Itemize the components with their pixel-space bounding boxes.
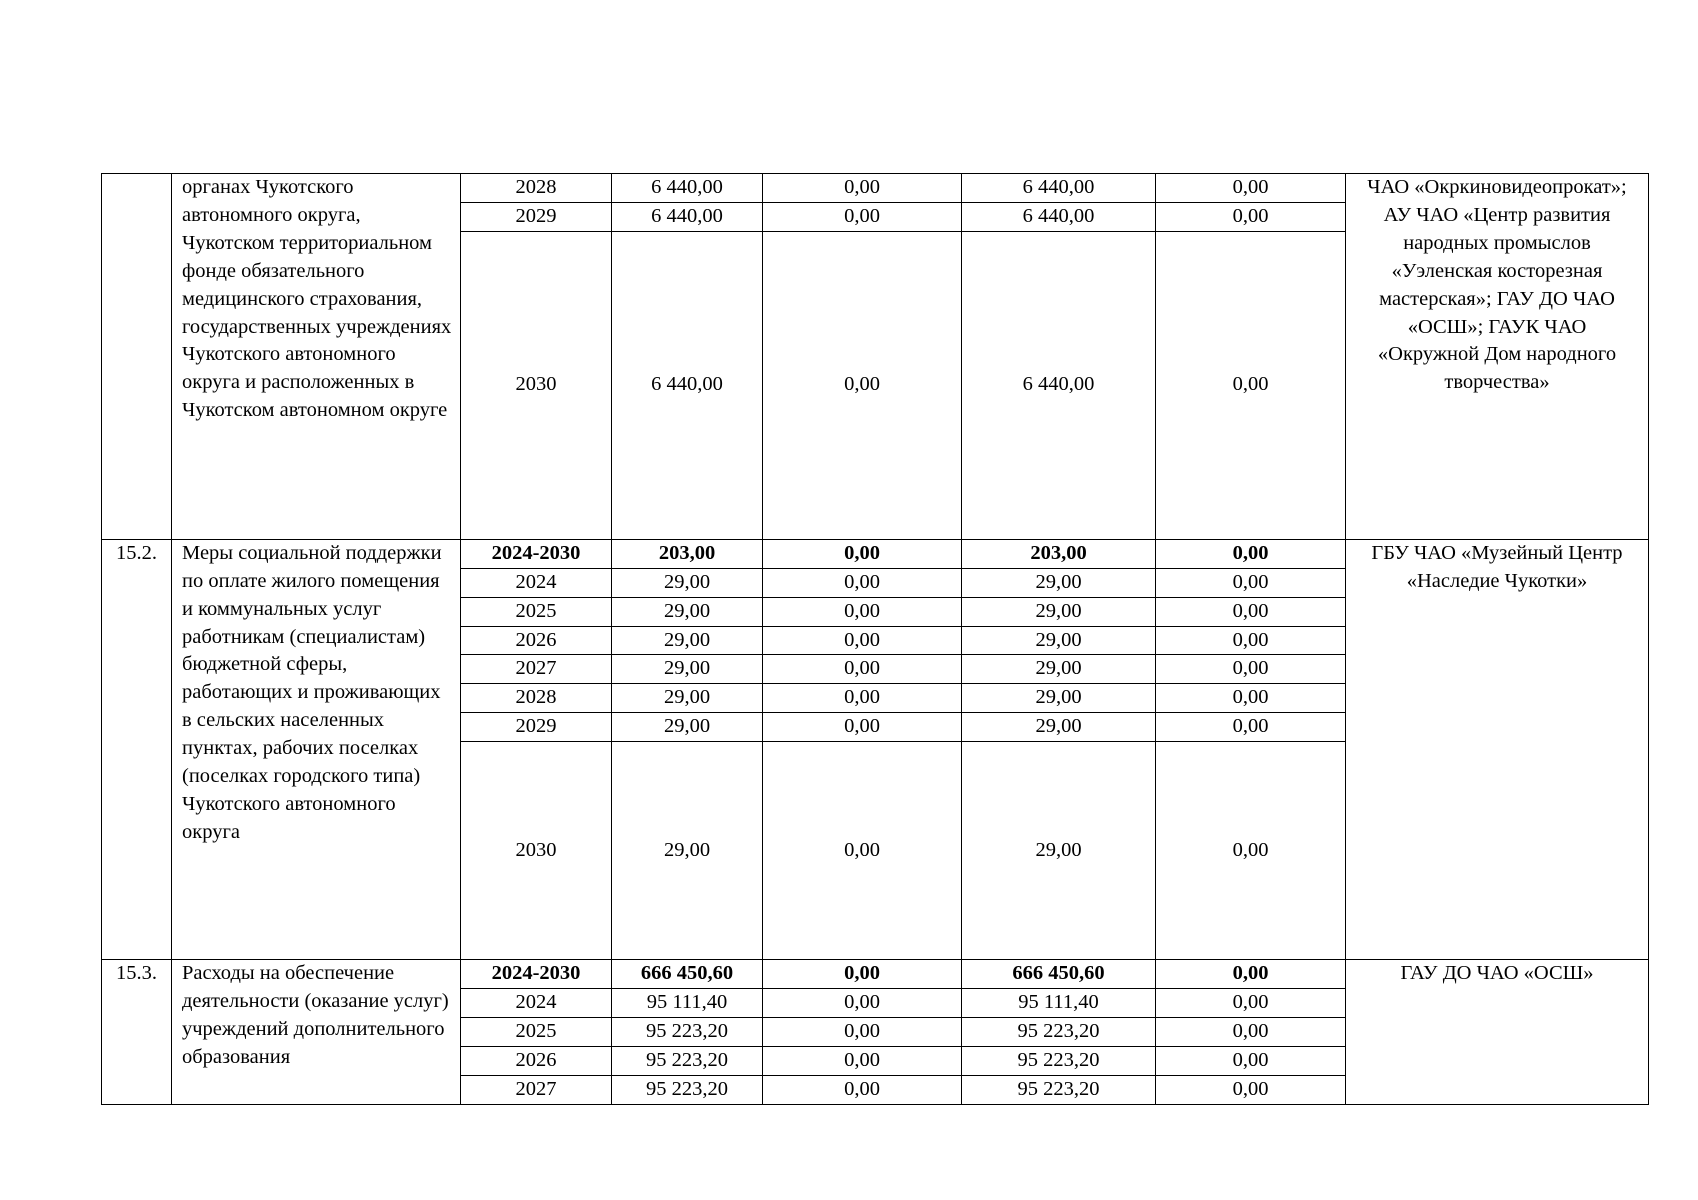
regional-cell: 29,00: [962, 655, 1156, 684]
total-cell: 6 440,00: [612, 231, 763, 539]
other-cell: 0,00: [1156, 597, 1346, 626]
total-cell: 29,00: [612, 684, 763, 713]
regional-cell: 95 223,20: [962, 1046, 1156, 1075]
table-row: [102, 174, 1649, 203]
other-cell: 0,00: [1156, 713, 1346, 742]
regional-cell: 29,00: [962, 742, 1156, 960]
total-cell: 6 440,00: [612, 174, 763, 203]
total-cell: 95 223,20: [612, 1017, 763, 1046]
other-cell: 0,00: [1156, 1075, 1346, 1104]
table-row: [102, 960, 1649, 989]
item-description: Меры социальной поддержки по оплате жилого помещения и коммунальных услуг работникам (специалистам) бюджетной сферы, работающих и проживающих в сельских населенных пунктах, рабочих поселках (поселках городского типа) Чукотского автономного округа: [172, 539, 461, 959]
total-cell: 203,00: [612, 539, 763, 568]
federal-cell: 0,00: [763, 626, 962, 655]
total-cell: 29,00: [612, 742, 763, 960]
executor-cell: ГБУ ЧАО «Музейный Центр «Наследие Чукотки»: [1346, 539, 1649, 959]
other-cell: 0,00: [1156, 684, 1346, 713]
regional-cell: 29,00: [962, 713, 1156, 742]
item-number: 15.2.: [102, 539, 172, 959]
total-cell: 29,00: [612, 626, 763, 655]
regional-cell: 95 223,20: [962, 1075, 1156, 1104]
regional-cell: 6 440,00: [962, 231, 1156, 539]
federal-cell: 0,00: [763, 231, 962, 539]
regional-cell: 29,00: [962, 597, 1156, 626]
item-number: 15.3.: [102, 960, 172, 1105]
other-cell: 0,00: [1156, 174, 1346, 203]
total-cell: 95 223,20: [612, 1075, 763, 1104]
federal-cell: 0,00: [763, 597, 962, 626]
total-cell: 29,00: [612, 713, 763, 742]
total-cell: 29,00: [612, 655, 763, 684]
federal-cell: 0,00: [763, 742, 962, 960]
total-cell: 29,00: [612, 568, 763, 597]
federal-cell: 0,00: [763, 539, 962, 568]
total-cell: 95 111,40: [612, 989, 763, 1018]
year-cell: 2030: [461, 742, 612, 960]
other-cell: 0,00: [1156, 742, 1346, 960]
year-cell: 2025: [461, 597, 612, 626]
item-description: Расходы на обеспечение деятельности (оказание услуг) учреждений дополнительного образования: [172, 960, 461, 1105]
year-cell: 2024-2030: [461, 539, 612, 568]
regional-cell: 666 450,60: [962, 960, 1156, 989]
regional-cell: 29,00: [962, 684, 1156, 713]
other-cell: 0,00: [1156, 626, 1346, 655]
other-cell: 0,00: [1156, 202, 1346, 231]
total-cell: 29,00: [612, 597, 763, 626]
year-cell: 2024: [461, 989, 612, 1018]
other-cell: 0,00: [1156, 539, 1346, 568]
year-cell: 2029: [461, 713, 612, 742]
regional-cell: 203,00: [962, 539, 1156, 568]
total-cell: 666 450,60: [612, 960, 763, 989]
other-cell: 0,00: [1156, 231, 1346, 539]
federal-cell: 0,00: [763, 1075, 962, 1104]
federal-cell: 0,00: [763, 1046, 962, 1075]
item-number: [102, 174, 172, 540]
regional-cell: 6 440,00: [962, 202, 1156, 231]
year-cell: 2029: [461, 202, 612, 231]
year-cell: 2028: [461, 684, 612, 713]
year-cell: 2024-2030: [461, 960, 612, 989]
federal-cell: 0,00: [763, 202, 962, 231]
table-row: [102, 539, 1649, 568]
regional-cell: 29,00: [962, 626, 1156, 655]
federal-cell: 0,00: [763, 655, 962, 684]
year-cell: 2030: [461, 231, 612, 539]
federal-cell: 0,00: [763, 1017, 962, 1046]
year-cell: 2026: [461, 626, 612, 655]
year-cell: 2025: [461, 1017, 612, 1046]
regional-cell: 6 440,00: [962, 174, 1156, 203]
regional-cell: 29,00: [962, 568, 1156, 597]
other-cell: 0,00: [1156, 568, 1346, 597]
year-cell: 2027: [461, 1075, 612, 1104]
regional-cell: 95 223,20: [962, 1017, 1156, 1046]
other-cell: 0,00: [1156, 655, 1346, 684]
other-cell: 0,00: [1156, 1046, 1346, 1075]
federal-cell: 0,00: [763, 960, 962, 989]
year-cell: 2028: [461, 174, 612, 203]
federal-cell: 0,00: [763, 684, 962, 713]
total-cell: 95 223,20: [612, 1046, 763, 1075]
year-cell: 2024: [461, 568, 612, 597]
federal-cell: 0,00: [763, 174, 962, 203]
year-cell: 2027: [461, 655, 612, 684]
federal-cell: 0,00: [763, 568, 962, 597]
total-cell: 6 440,00: [612, 202, 763, 231]
other-cell: 0,00: [1156, 960, 1346, 989]
other-cell: 0,00: [1156, 989, 1346, 1018]
year-cell: 2026: [461, 1046, 612, 1075]
federal-cell: 0,00: [763, 989, 962, 1018]
executor-cell: ГАУ ДО ЧАО «ОСШ»: [1346, 960, 1649, 1105]
regional-cell: 95 111,40: [962, 989, 1156, 1018]
executor-cell: ЧАО «Окркиновидеопрокат»; АУ ЧАО «Центр развития народных промыслов «Уэленская косторезная мастерская»; ГАУ ДО ЧАО «ОСШ»; ГАУК ЧАО «Окружной Дом народного творчества»: [1346, 174, 1649, 540]
funding-table: [101, 173, 1649, 1105]
other-cell: 0,00: [1156, 1017, 1346, 1046]
item-description: органах Чукотского автономного округа, Чукотском территориальном фонде обязательного медицинского страхования, государственных учреждениях Чукотского автономного округа и расположенных в Чукотском автономном округе: [172, 174, 461, 540]
federal-cell: 0,00: [763, 713, 962, 742]
